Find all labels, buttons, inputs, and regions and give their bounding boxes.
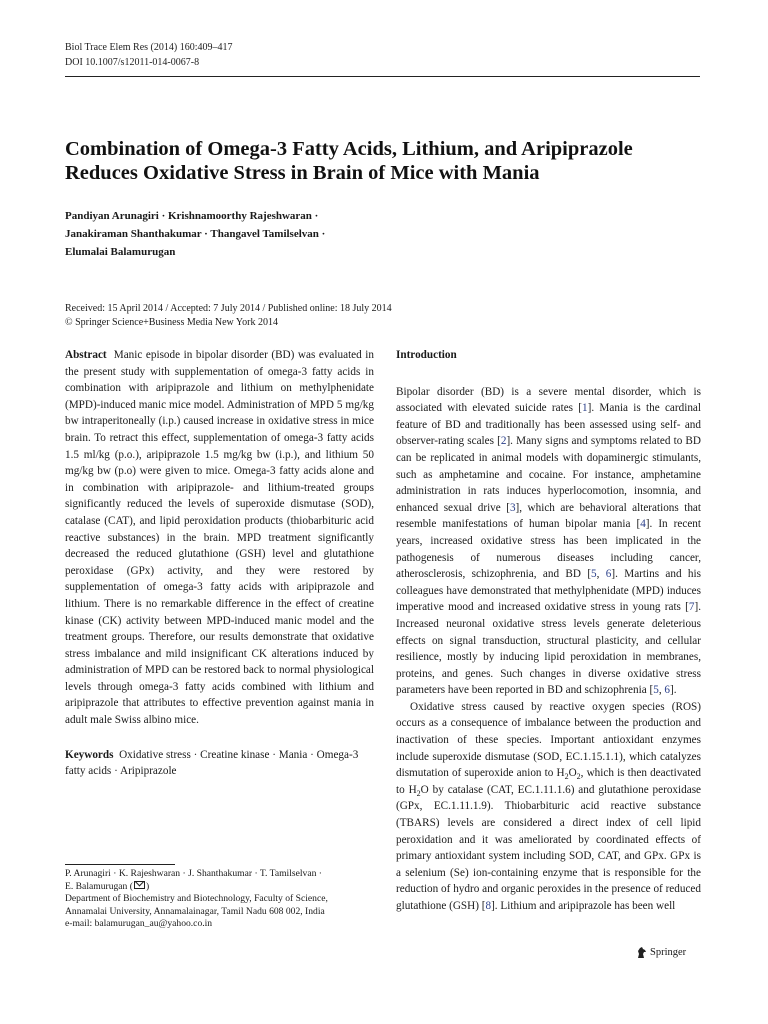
springer-horse-icon [636,947,647,959]
envelope-icon [134,881,145,889]
subscript: 2 [416,789,421,799]
citation-link[interactable]: 4 [640,518,646,531]
citation-link[interactable]: 8 [485,900,492,912]
journal-citation: Biol Trace Elem Res (2014) 160:409–417 [65,42,233,53]
title-line-1: Combination of Omega-3 Fatty Acids, Lithium, and Aripiprazole [65,138,633,160]
intro-p1-text: , [596,568,606,581]
affiliation-names-2 [65,881,374,894]
citation-link[interactable]: 1 [582,402,588,415]
citation-link[interactable]: 5 [591,568,597,581]
author-line-1: Pandiyan Arunagiri · Krishnamoorthy Rajeshwaran · [65,210,319,222]
subscript: 2 [576,772,581,782]
intro-p2-text: , which is then deactivated to H [396,767,701,796]
header-divider [65,76,700,77]
subscript: 2 [564,772,569,782]
footnote-divider [65,864,175,865]
citation-link[interactable]: 5 [653,684,659,697]
keywords-text: Oxidative stress · Creatine kinase · Mania · Omega-3 fatty acids · Aripiprazole [65,748,359,778]
affiliation-names-1: P. Arunagiri · K. Rajeshwaran · J. Shanthakumar · T. Tamilselvan · [65,868,322,879]
journal-header [65,40,233,70]
author-list [65,207,715,261]
abstract-label: Abstract [65,349,107,361]
intro-p1-text: ]. Martins and his colleagues have demonstrated that methylphenidate (MPD) induces imperative mood and increased oxidative stress in young rats [ [396,568,701,614]
publisher-logo [636,946,686,960]
article-title [65,137,715,185]
affiliation-department: Department of Biochemistry and Biotechnology, Faculty of Science, [65,893,328,905]
citation-link[interactable]: 7 [688,601,695,614]
affiliation-names-2-prefix: E. Balamurugan ( [65,880,133,892]
abstract-text: Manic episode in bipolar disorder (BD) was evaluated in the present study with supplementation of omega-3 fatty acids in combination with aripiprazole and lithium on methylphenidate (MPD)-induced manic mice model. Administration of MPD 5 mg/kg bw intraperitoneally (i.p.) caused increase in oxidative stress in mice brain. To retract this effect, supplementation of omega-3 fatty acids 1.5 ml/kg (p.o.), aripiprazole 1.5 mg/kg bw (i.p.), and lithium 50 mg/kg bw (p.o) were given to mice. Omega-3 fatty acids alone and in combination with aripiprazole- and lithium-treated groups significantly reduced the levels of superoxide dismutase (SOD), catalase (CAT), and lipid peroxidation products (thiobarbituric acid reactive substances) in the brain. MPD treatment significantly decreased the reduced glutathione (GSH) level and glutathione peroxidase (GPx) activity, and they were restored by supplementation of omega-3 fatty acids with aripiprazole and lithium. There is no remarkable difference in the effect of creatine kinase (CK) activity between MPD-induced manic model and the treatment groups. Therefore, our results demonstrate that oxidative stress imbalance and mild insignificant CK alterations induced by administration of MPD can be restored back to normal physiological levels through omega-3 fatty acids combined with lithium and aripiprazole that attributes to effective prevention against mania in adult male Swiss albino mice. [65,349,374,727]
publication-dates [65,302,715,330]
intro-p1-text: ]. Many signs and symptoms related to BD can be replicated in animal models with dopaminergic stimulants, such as amphetamine and cocaine. For instance, amphetamine administration in rats induces hyperlocomotion, insomnia, and enhanced sexual drive [ [396,435,701,514]
affiliation-footnote [65,864,374,931]
intro-p1-text: ]. [670,684,677,697]
affiliation-university: Annamalai University, Annamalainagar, Tamil Nadu 608 002, India [65,905,325,917]
intro-p1-text: ]. Mania is the cardinal feature of BD and traditionally has been assessed using self- and observer-rating scales [ [396,402,701,448]
intro-p1-text: ], which are behavioral alterations that resemble manifestations of human bipolar mania [ [396,501,702,531]
intro-p1-text: ]. In recent years, increased oxidative stress has been implicated in the pathogenesis of numerous diseases including cancer, atherosclerosis, schizophrenia, and BD [ [396,518,701,581]
title-line-2: Reduces Oxidative Stress in Brain of Mice with Mania [65,162,540,184]
keywords-label: Keywords [65,748,114,761]
intro-p1-text: , [658,684,665,697]
affiliation-names-2-suffix: ) [145,880,150,892]
intro-p1-text: Bipolar disorder (BD) is a severe mental disorder, which is associated with elevated suicide rates [ [396,385,701,415]
introduction-heading: Introduction [396,349,457,361]
publisher-name: Springer [650,947,687,958]
intro-p2-text: O by catalase (CAT, EC.1.11.1.6) and glutathione peroxidase (GPx, EC.1.11.1.9). Thiobarbituric acid reactive substance (TBARS) levels are considered a direct index of cell lipid peroxidation and it was ameliorated by coordinated effects of primary antioxidant system including SOD, CAT, and GPx. GPx is a selenium (Se) ion-containing enzyme that is responsible for the reduction of hydro and organic peroxides in the presence of reduced glutathione (GSH) [ [396,783,702,912]
doi-line[interactable]: DOI 10.1007/s12011-014-0067-8 [65,57,200,68]
author-line-2: Janakiraman Shanthakumar · Thangavel Tamilselvan · [65,228,326,240]
intro-p2-text: ]. Lithium and aripiprazole has been well [491,900,676,912]
affiliation-email[interactable]: e-mail: balamurugan_au@yahoo.co.in [65,918,213,930]
right-column [396,347,701,915]
author-line-3: Elumalai Balamurugan [65,246,176,258]
left-column [65,347,374,780]
citation-link[interactable]: 6 [605,568,612,581]
copyright-line: © Springer Science+Business Media New York 2014 [65,317,278,328]
intro-p2-text: O [568,767,577,780]
introduction-paragraph-2 [396,699,701,915]
intro-p1-text: ]. Increased neuronal oxidative stress levels generate deleterious effects on signal transduction, structural plasticity, and cellular resilience, mostly by inducing lipid peroxidation in membranes, proteins, and genes. Such changes in diverse oxidative stress parameters have been reported in BD and schizophrenia [ [396,601,701,697]
citation-link[interactable]: 3 [509,501,516,514]
received-accepted-line: Received: 15 April 2014 / Accepted: 7 July 2014 / Published online: 18 July 2014 [65,303,392,314]
introduction-paragraph-1 [396,384,701,699]
keywords [65,747,374,780]
citation-link[interactable]: 2 [500,435,507,448]
citation-link[interactable]: 6 [664,684,670,697]
abstract [65,347,374,729]
intro-p2-text: Oxidative stress caused by reactive oxygen species (ROS) occurs as a consequence of imbalance between the production and inactivation of these species. Important antioxidant enzymes include superoxide dismutase (SOD, EC.1.15.1.1), which catalyzes dismutation of superoxide anion to H [396,700,701,780]
